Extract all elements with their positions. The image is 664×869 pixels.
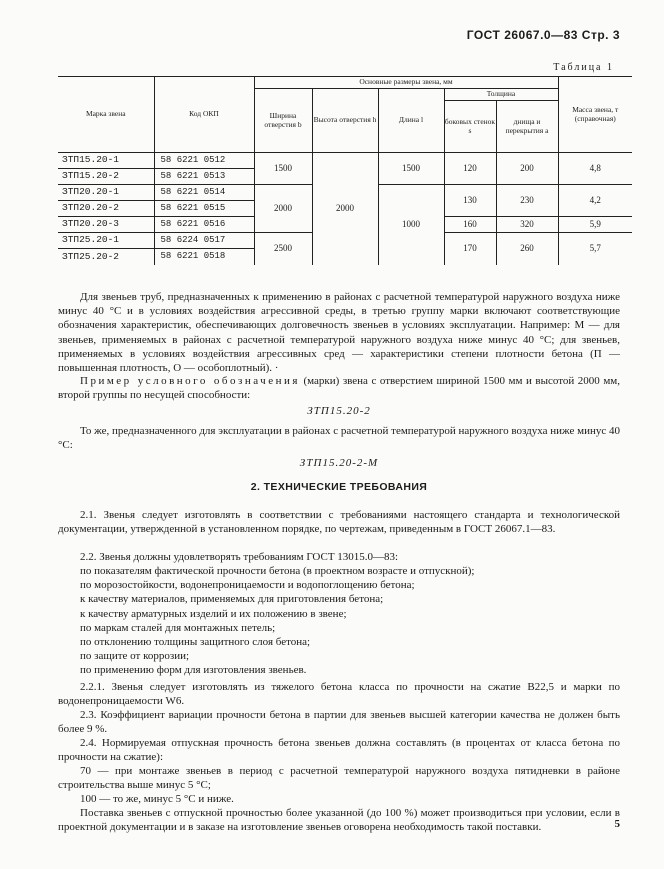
row-code: 58 6221 0513: [154, 169, 254, 185]
row-mark: ЗТП25.20-2: [62, 250, 120, 262]
row-code: 58 6221 0514: [154, 185, 254, 201]
cell-bottom: 260: [496, 233, 558, 265]
cell-side: 120: [444, 153, 496, 185]
col-header-mass: Масса звена, т (справочная): [558, 77, 632, 153]
row-code: 58 6221 0515: [154, 201, 254, 217]
list-item: по морозостойкости, водонепроницаемости и водопоглощению бетона;: [80, 579, 415, 592]
cell-bottom: 230: [496, 185, 558, 217]
cell-bottom: 320: [496, 217, 558, 233]
list-item: по маркам сталей для монтажных петель;: [80, 621, 276, 634]
example-mark-1: ЗТП15.20-2: [307, 405, 371, 417]
cell-width: 1500: [254, 153, 312, 185]
list-item: по показателям фактической прочности бетона (в проектном возрасте и отпускной);: [80, 565, 475, 577]
cell-mass: 4,2: [558, 185, 632, 217]
paragraph-2-4-a: 70 — при монтаже звеньев в период с расчетной температурой наружного воздуха пятидневки в районе строительства выше минус 5 °С;: [58, 765, 620, 792]
cell-height: 2000: [312, 153, 378, 265]
row-code: 58 6221 0512: [154, 153, 254, 169]
example-prefix: Пример условного обозначения: [80, 375, 300, 387]
paragraph-same: То же, предназначенного для эксплуатации в районах с расчетной температурой наружного воздуха ниже минус 40 °С:: [58, 425, 620, 452]
dimensions-table: [58, 76, 632, 265]
cell-side: 160: [444, 217, 496, 233]
paragraph-2-4-b: 100 — то же, минус 5 °С и ниже.: [80, 793, 234, 805]
cell-length: 1000: [378, 185, 444, 265]
page-number: 5: [614, 818, 620, 830]
row-mark: ЗТП15.20-1: [58, 153, 154, 169]
col-header-code: Код ОКП: [154, 77, 254, 153]
section-title: 2. ТЕХНИЧЕСКИЕ ТРЕБОВАНИЯ: [250, 481, 428, 493]
row-mark: ЗТП20.20-2: [58, 201, 154, 217]
paragraph-marking-note: Для звеньев труб, предназначенных к применению в районах с расчетной температурой наружного воздуха ниже минус 40 °С и в условиях воздействия агрессивной среды, в третью группу марки включают соответствующие обозначения характеристик, обеспечивающих долговечность звеньев в условиях эксплуатации. Например: М — для звеньев, применяемых в районах с расчетной температурой наружного воздуха ниже минус 40 °С; для звеньев, применяемых в условиях воздействия агрессивных сред — характеристики степени плотности бетона (П — повышенная плотность, О — особоплотный). ·: [58, 291, 620, 375]
row-mark: ЗТП20.20-3: [58, 217, 154, 233]
paragraph-last: Поставка звеньев с отпускной прочностью более указанной (до 100 %) может производиться при условии, если в проектной документации и в заказе на изготовление звеньев оговорена необходимость такой поставки.: [58, 807, 620, 834]
list-item: по защите от коррозии;: [80, 650, 190, 663]
col-header-height: Высота отверстия h: [312, 89, 378, 153]
cell-width: 2000: [254, 185, 312, 233]
row-mark: ЗТП25.20-1: [58, 233, 154, 249]
cell-bottom: 200: [496, 153, 558, 185]
cell-side: 130: [444, 185, 496, 217]
paragraph-2-1: 2.1. Звенья следует изготовлять в соответствии с требованиями настоящего стандарта и технологической документации, утвержденной в установленном порядке, по чертежам, приведенным в ГОСТ 26067.1—83.: [58, 509, 620, 536]
col-header-group-main: Основные размеры звена, мм: [254, 77, 558, 89]
col-header-mark: Марка звена: [58, 77, 154, 153]
col-header-bottom: днища и перекрытия a: [496, 101, 558, 153]
col-header-side: боковых стенок s: [444, 101, 496, 153]
paragraph-2-2-1: 2.2.1. Звенья следует изготовлять из тяжелого бетона класса по прочности на сжатие В22,5 и марки по водонепроницаемости W6.: [58, 681, 620, 708]
cell-mass: 5,7: [558, 233, 632, 265]
paragraph-2-4: 2.4. Нормируемая отпускная прочность бетона звеньев должна составлять (в процентах от класса бетона по прочности на сжатие):: [58, 737, 620, 764]
cell-side: 170: [444, 233, 496, 265]
paragraph-2-2: 2.2. Звенья должны удовлетворять требованиям ГОСТ 13015.0—83:: [80, 551, 399, 563]
page-header: ГОСТ 26067.0—83 Стр. 3: [466, 28, 620, 42]
list-item: по применению форм для изготовления звеньев.: [80, 664, 307, 677]
cell-mass: 5,9: [558, 217, 632, 233]
requirements-list: [58, 564, 620, 678]
table-label: Таблица 1: [553, 62, 614, 73]
list-item: к качеству материалов, применяемых для приготовления бетона;: [80, 593, 384, 606]
paragraph-example: [58, 374, 620, 402]
cell-length: 1500: [378, 153, 444, 185]
col-header-width: Ширина отверстия b: [254, 89, 312, 153]
row-code: 58 6224 0517: [154, 233, 254, 249]
row-mark: ЗТП15.20-2: [58, 169, 154, 185]
col-header-thickness: Толщина: [444, 89, 558, 101]
row-code: 58 6221 0516: [154, 217, 254, 233]
example-rest: (марки) звена с отверстием шириной 1500 мм и высотой 2000 мм, второй группы по несущей способности:: [58, 375, 621, 402]
row-code: 58 6221 0518: [154, 249, 254, 265]
col-header-length: Длина l: [378, 89, 444, 153]
paragraph-2-3: 2.3. Коэффициент вариации прочности бетона в партии для звеньев высшей категории качества не должен быть более 9 %.: [58, 709, 620, 736]
list-item: к качеству арматурных изделий и их положению в звене;: [80, 607, 347, 620]
row-mark: ЗТП20.20-1: [58, 185, 154, 201]
list-item: по отклонению толщины защитного слоя бетона;: [80, 636, 311, 649]
cell-width: 2500: [254, 233, 312, 265]
example-mark-2: ЗТП15.20-2-М: [299, 457, 379, 469]
cell-mass: 4,8: [558, 153, 632, 185]
